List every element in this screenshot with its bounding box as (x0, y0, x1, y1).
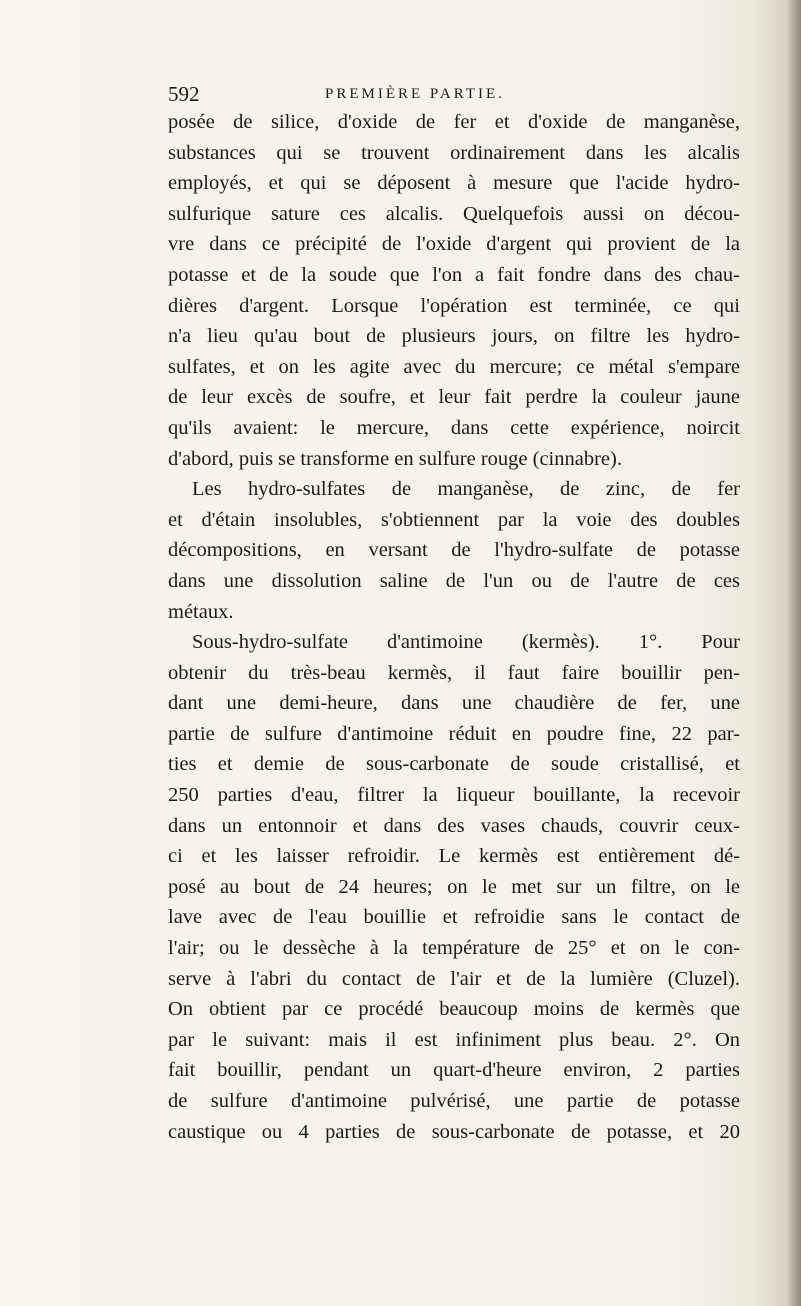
text-line: d'abord, puis se transforme en sulfure rouge (cinnabre). (168, 447, 622, 470)
text-line: dans une dissolution saline de l'un ou de l'autre de ces (168, 569, 740, 592)
text-line: vre dans ce précipité de l'oxide d'argent qui provient de la (168, 233, 740, 256)
text-line: fait bouillir, pendant un quart-d'heure environ, 2 parties (168, 1059, 740, 1082)
text-line: n'a lieu qu'au bout de plusieurs jours, on filtre les hydro- (168, 325, 740, 348)
text-line: sulfates, et on les agite avec du mercure; ce métal s'empare (168, 355, 740, 378)
text-line: de leur excès de soufre, et leur fait perdre la couleur jaune (168, 386, 740, 409)
text-line: potasse et de la soude que l'on a fait fondre dans des chau- (168, 263, 740, 286)
text-line: sulfurique sature ces alcalis. Quelquefois aussi on décou- (168, 202, 740, 225)
text-line: caustique ou 4 parties de sous-carbonate de potasse, et 20 (168, 1120, 740, 1143)
text-line: dières d'argent. Lorsque l'opération est terminée, ce qui (168, 294, 740, 317)
text-line: lave avec de l'eau bouillie et refroidie sans le contact de (168, 906, 740, 929)
text-line: Sous-hydro-sulfate d'antimoine (kermès). 1°. Pour (192, 631, 740, 654)
text-line: serve à l'abri du contact de l'air et de la lumière (Cluzel). (168, 967, 740, 990)
text-line: employés, et qui se déposent à mesure que l'acide hydro- (168, 172, 740, 195)
body-text (168, 107, 740, 1147)
text-line: de sulfure d'antimoine pulvérisé, une partie de potasse (168, 1090, 740, 1112)
text-line: 250 parties d'eau, filtrer la liqueur bouillante, la recevoir (168, 784, 740, 807)
text-line: et d'étain insolubles, s'obtiennent par la voie des doubles (168, 508, 740, 531)
text-line: dans un entonnoir et dans des vases chauds, couvrir ceux- (168, 814, 740, 837)
text-line: l'air; ou le dessèche à la température de 25° et on le con- (168, 937, 740, 960)
text-line: posée de silice, d'oxide de fer et d'oxide de manganèse, (168, 111, 740, 133)
text-line: substances qui se trouvent ordinairement dans les alcalis (168, 141, 740, 164)
text-line: partie de sulfure d'antimoine réduit en poudre fine, 22 par- (168, 722, 740, 745)
text-line: métaux. (168, 600, 234, 623)
running-head: PREMIÈRE PARTIE. (325, 86, 505, 102)
text-line: ties et demie de sous-carbonate de soude cristallisé, et (168, 753, 740, 776)
page-number: 592 (168, 82, 200, 106)
page-edge-shadow (787, 0, 801, 1306)
text-line: Les hydro-sulfates de manganèse, de zinc, de fer (192, 478, 740, 501)
text-line: posé au bout de 24 heures; on le met sur un filtre, on le (168, 875, 740, 898)
text-line: On obtient par ce procédé beaucoup moins de kermès que (168, 998, 740, 1021)
text-line: par le suivant: mais il est infiniment plus beau. 2°. On (168, 1028, 740, 1051)
text-line: ci et les laisser refroidir. Le kermès est entièrement dé- (168, 845, 740, 868)
text-line: décompositions, en versant de l'hydro-sulfate de potasse (168, 539, 740, 562)
text-line: qu'ils avaient: le mercure, dans cette expérience, noircit (168, 416, 740, 439)
page-header (168, 82, 738, 110)
text-line: dant une demi-heure, dans une chaudière de fer, une (168, 692, 740, 715)
text-line: obtenir du très-beau kermès, il faut faire bouillir pen- (168, 661, 740, 684)
